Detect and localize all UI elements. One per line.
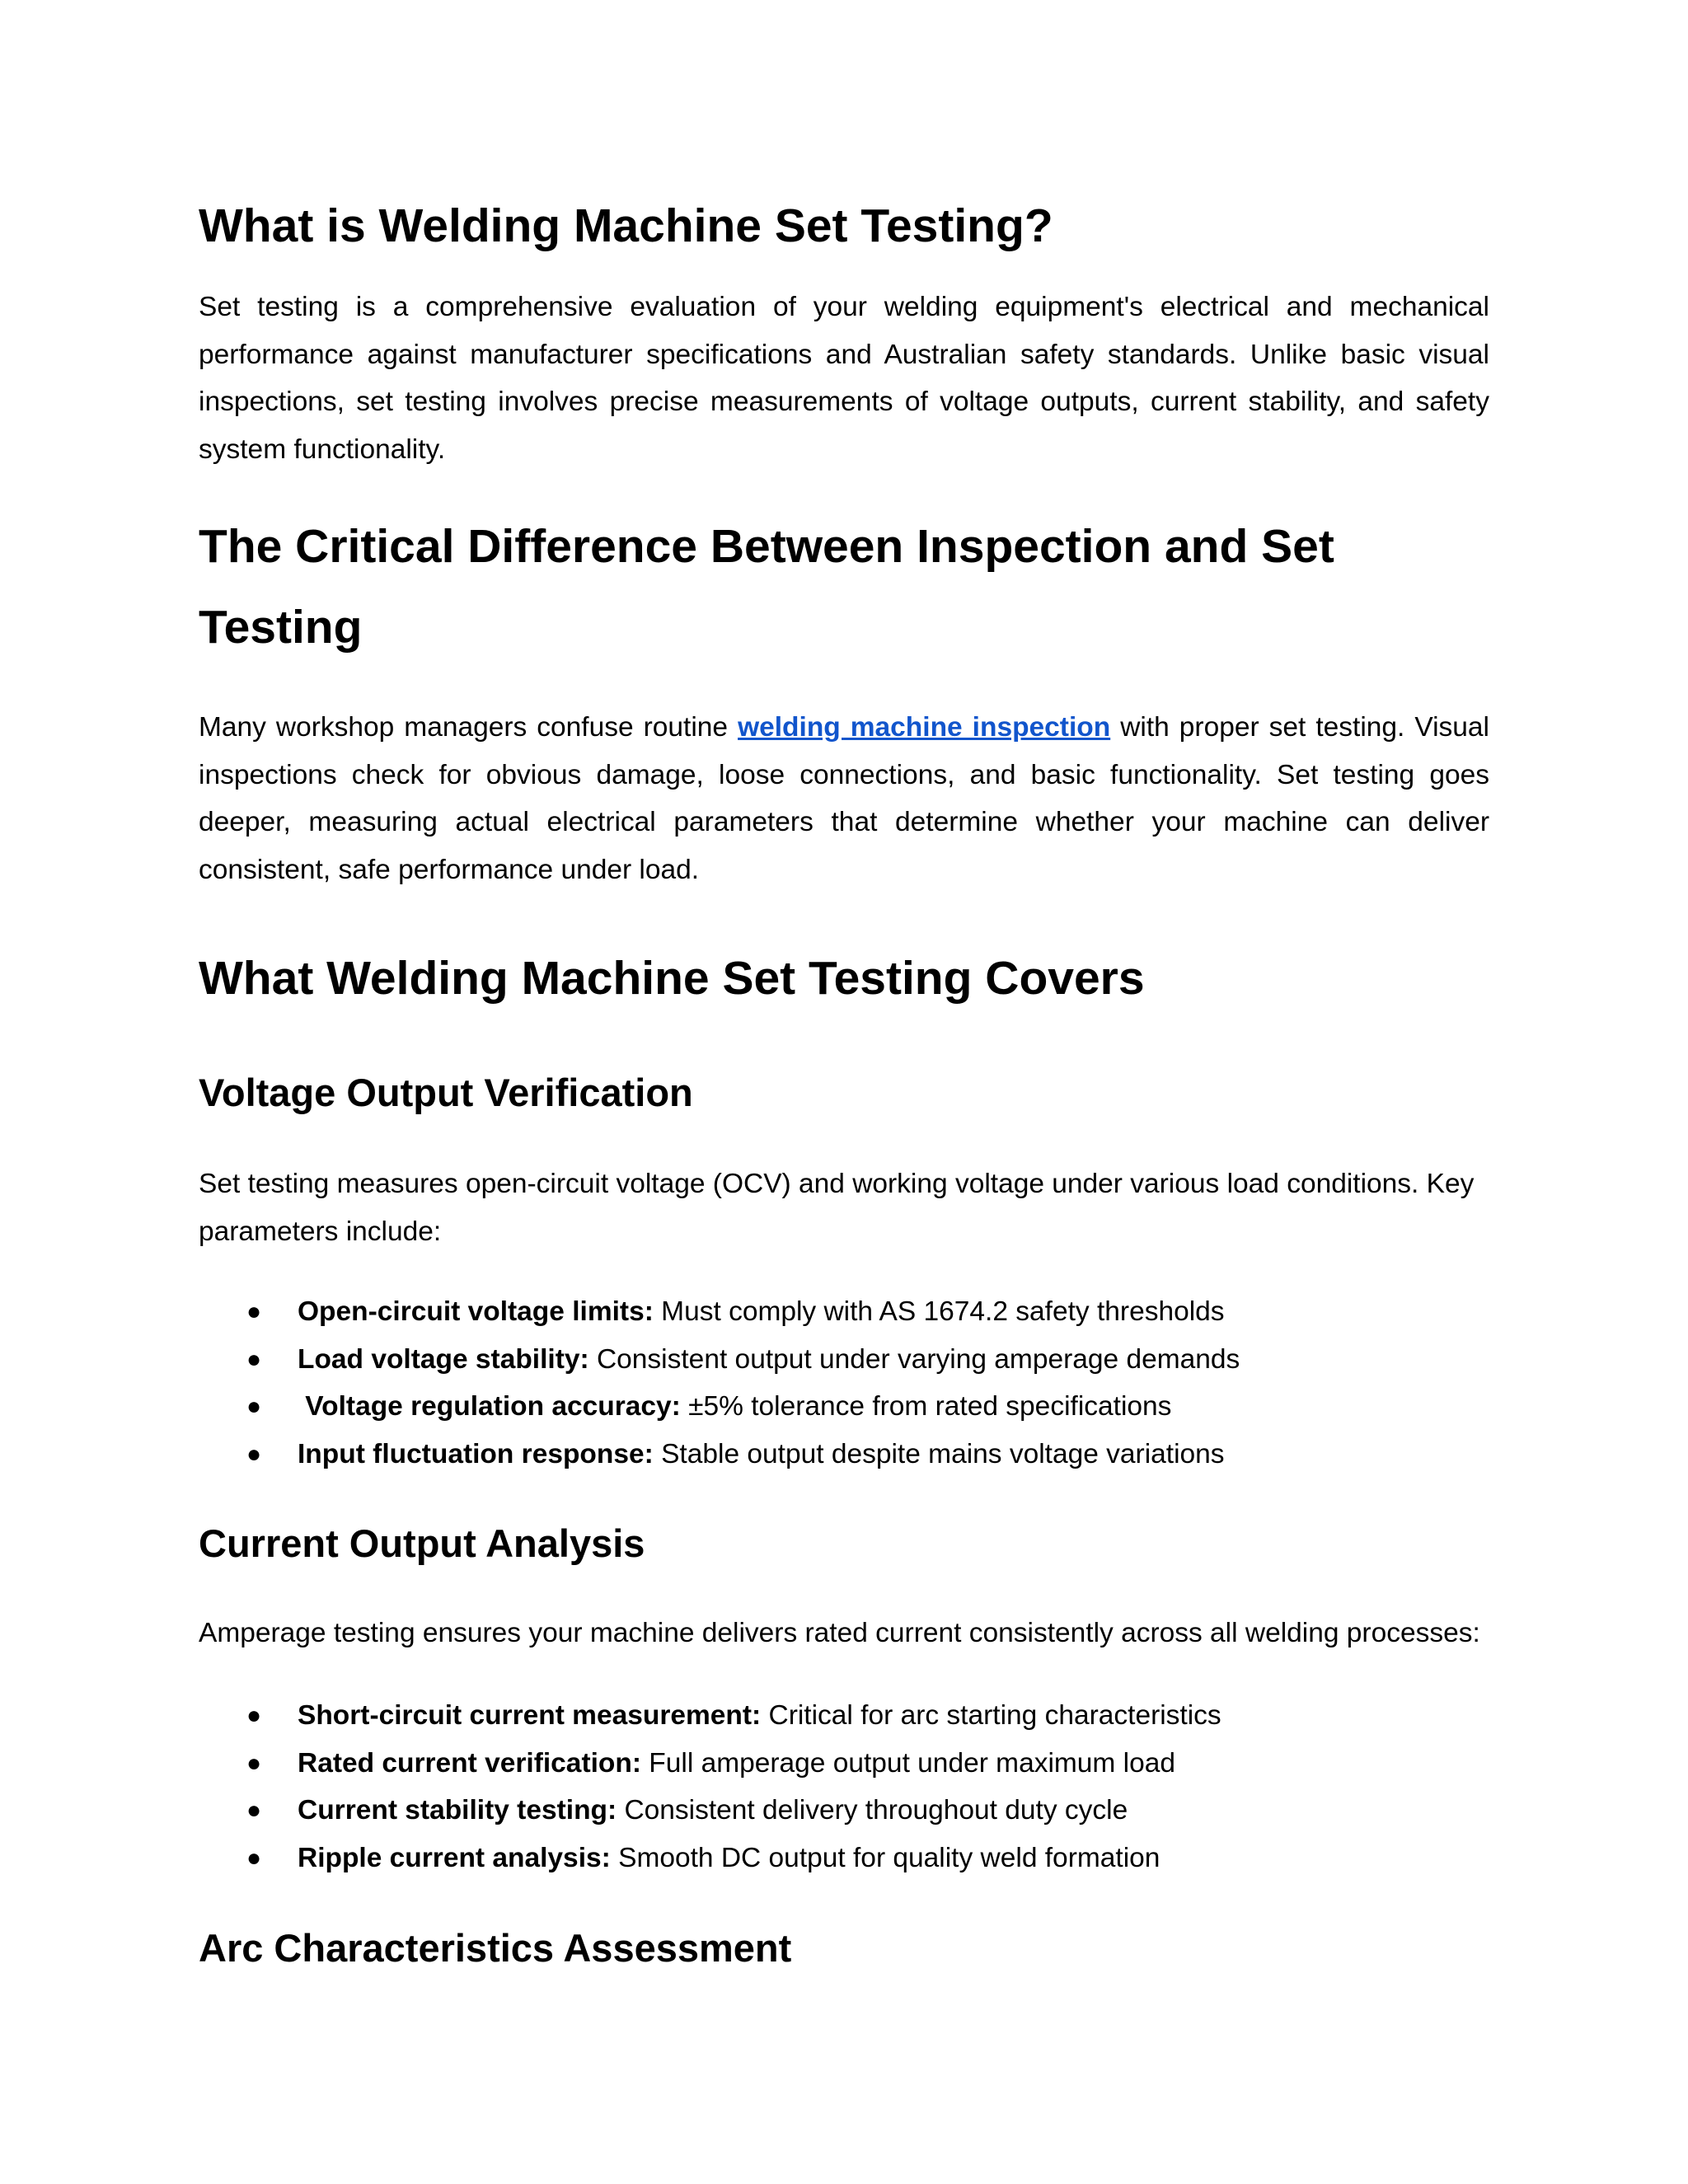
heading-voltage-output-verification: Voltage Output Verification xyxy=(199,1071,693,1114)
list-item xyxy=(199,1336,1489,1384)
list-item-text: ±5% tolerance from rated specifications xyxy=(680,1391,1172,1422)
list-item-label: Current stability testing: xyxy=(298,1795,617,1825)
list-item xyxy=(199,1692,1489,1740)
list-item-text: Smooth DC output for quality weld formation xyxy=(610,1842,1160,1873)
heading-what-set-testing-covers: What Welding Machine Set Testing Covers xyxy=(199,952,1145,1005)
list-item-label: Input fluctuation response: xyxy=(298,1438,654,1469)
bullet-icon: ● xyxy=(246,1440,262,1468)
paragraph-voltage-intro: Set testing measures open-circuit voltage (OCV) and working voltage under various load conditions. Key parameters include: xyxy=(199,1169,1475,1247)
list-item xyxy=(199,1288,1489,1336)
bullet-icon: ● xyxy=(246,1702,262,1729)
welding-machine-inspection-link[interactable]: welding machine inspection xyxy=(738,712,1111,743)
list-item-label: Ripple current analysis: xyxy=(298,1842,611,1873)
paragraph-set-testing-definition: Set testing is a comprehensive evaluation of your welding equipment's electrical and mechanical performance against manufacturer specifications and Australian safety standards. Unlike basic visual inspections, set testing involves precise measurements of voltage outputs, current stability, and safety system functionality. xyxy=(199,292,1489,465)
list-item-text: Must comply with AS 1674.2 safety thresholds xyxy=(653,1296,1225,1327)
list-item-text: Critical for arc starting characteristics xyxy=(761,1700,1221,1731)
bullet-icon: ● xyxy=(246,1298,262,1325)
paragraph-inspection-vs-testing xyxy=(199,704,1489,893)
list-item-label: Load voltage stability: xyxy=(298,1343,589,1375)
voltage-parameters-list xyxy=(199,1288,1489,1478)
paragraph-text-after-link: with proper set testing. Visual inspections check for obvious damage, loose connections, and basic functionality. Set testing goes deeper, measuring actual electrical parameters that determine whether your machine can deliver consistent, safe performance under load. xyxy=(199,712,1489,885)
list-item-label: Rated current verification: xyxy=(298,1747,641,1779)
paragraph-current-intro: Amperage testing ensures your machine delivers rated current consistently across all welding processes: xyxy=(199,1618,1480,1648)
list-item-label: Voltage regulation accuracy: xyxy=(298,1391,681,1422)
list-item xyxy=(199,1787,1489,1835)
bullet-icon: ● xyxy=(246,1393,262,1420)
bullet-icon: ● xyxy=(246,1749,262,1777)
heading-critical-difference-line1: The Critical Difference Between Inspection and Set xyxy=(199,520,1334,573)
list-item xyxy=(199,1740,1489,1788)
heading-current-output-analysis: Current Output Analysis xyxy=(199,1521,645,1565)
list-item xyxy=(199,1383,1489,1431)
list-item-label: Short-circuit current measurement: xyxy=(298,1700,762,1731)
heading-arc-characteristics: Arc Characteristics Assessment xyxy=(199,1926,792,1970)
list-item xyxy=(199,1431,1489,1479)
heading-critical-difference-line2: Testing xyxy=(199,601,363,654)
list-item xyxy=(199,1835,1489,1882)
heading-what-is-set-testing: What is Welding Machine Set Testing? xyxy=(199,199,1053,252)
bullet-icon: ● xyxy=(246,1844,262,1872)
bullet-icon: ● xyxy=(246,1797,262,1824)
current-parameters-list xyxy=(199,1692,1489,1882)
bullet-icon: ● xyxy=(246,1345,262,1373)
list-item-text: Full amperage output under maximum load xyxy=(640,1747,1175,1779)
list-item-text: Consistent output under varying amperage demands xyxy=(588,1343,1240,1375)
heading-critical-difference xyxy=(199,506,1489,668)
list-item-text: Consistent delivery throughout duty cycle xyxy=(617,1795,1128,1825)
list-item-label: Open-circuit voltage limits: xyxy=(298,1296,654,1327)
list-item-text: Stable output despite mains voltage variations xyxy=(653,1438,1225,1469)
paragraph-text-before-link: Many workshop managers confuse routine xyxy=(199,712,738,743)
